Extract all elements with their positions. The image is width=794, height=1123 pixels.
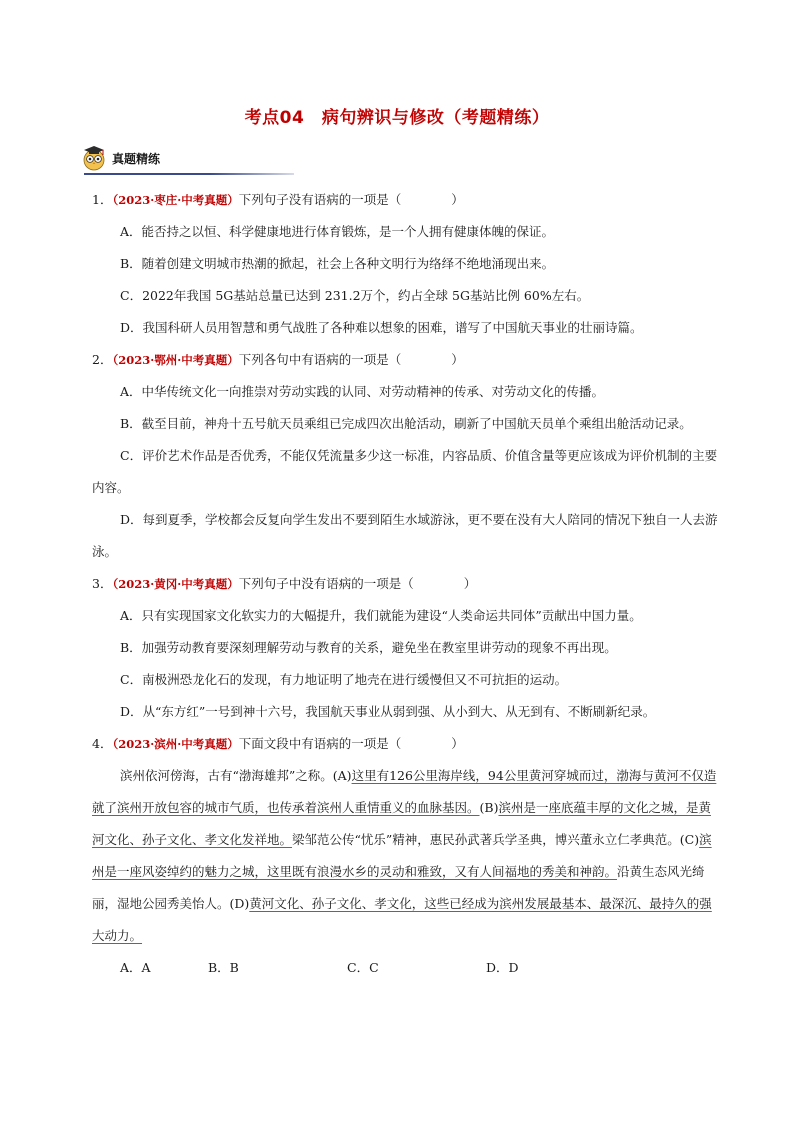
passage-sentence-a: 这里有126公里海岸线，94公里黄河穿城而过，渤海与黄河不仅造就了滨州开放包容的城市气质，也传承着滨州人重情重义的血脉基因。 — [92, 768, 717, 815]
passage-text: (B) — [479, 800, 499, 815]
section-label: 真题精练 — [112, 152, 161, 166]
question-stem: 下列句子没有语病的一项是（ ） — [238, 192, 464, 207]
option-a: A．A — [120, 960, 151, 975]
option-b: B．截至目前，神舟十五号航天员乘组已完成四次出舱活动，刷新了中国航天员单个乘组出舱活动记录。 — [120, 416, 692, 431]
question-2 — [92, 344, 722, 376]
owl-scholar-icon — [80, 144, 108, 172]
question-1 — [92, 184, 722, 216]
option-c: C．评价艺术作品是否优秀，不能仅凭流量多少这一标准，内容品质、价值含量等更应该成为评价机制的主要内容。 — [92, 448, 718, 495]
answer-options — [92, 952, 722, 984]
question-4 — [92, 728, 722, 760]
passage-sentence-d: 黄河文化、孙子文化、孝文化，这些已经成为滨州发展最基本、最深沉、最持久的强大动力。 — [92, 896, 712, 943]
passage-sentence-c: 滨州是一座风姿绰约的魅力之城，这里既有浪漫水乡的灵动和雅致，又有人间福地的秀美和神韵。 — [92, 832, 712, 879]
question-source: （2023·滨州·中考真题） — [112, 737, 239, 751]
passage-text: 沿黄生态风光绮丽，湿地公园秀美怡人。(D) — [92, 864, 705, 911]
option-d: D．D — [486, 960, 519, 975]
question-number: 4． — [92, 736, 113, 751]
passage — [92, 760, 722, 952]
question-3 — [92, 568, 722, 600]
title-sub: （考题精练） — [444, 108, 550, 128]
option-a: A．中华传统文化一向推崇对劳动实践的认同、对劳动精神的传承、对劳动文化的传播。 — [120, 384, 605, 399]
option-d: D．每到夏季，学校都会反复向学生发出不要到陌生水域游泳，更不要在没有大人陪同的情况下独自一人去游泳。 — [92, 512, 718, 559]
question-source: （2023·枣庄·中考真题） — [112, 193, 239, 207]
passage-text: 滨州依河傍海，古有“渤海雄邦”之称。(A) — [120, 768, 352, 783]
passage-text: 梁邹范公传“忧乐”精神，惠民孙武著兵学圣典，博兴董永立仁孝典范。(C) — [292, 832, 700, 847]
question-stem: 下面文段中有语病的一项是（ ） — [238, 736, 464, 751]
option-b: B．随着创建文明城市热潮的掀起，社会上各种文明行为络绎不绝地涌现出来。 — [120, 256, 555, 271]
section-header — [80, 143, 214, 175]
option-c: C．2022年我国 5G基站总量已达到 231.2万个，约占全球 5G基站比例 60%左右。 — [120, 288, 590, 303]
question-number: 3． — [92, 576, 113, 591]
question-list — [92, 184, 722, 984]
question-stem: 下列句子中没有语病的一项是（ ） — [238, 576, 477, 591]
question-number: 1． — [92, 192, 113, 207]
passage-sentence-b: 滨州是一座底蕴丰厚的文化之城，是黄河文化、孙子文化、孝文化发祥地。 — [92, 800, 711, 847]
option-b: B．加强劳动教育要深刻理解劳动与教育的关系，避免坐在教室里讲劳动的现象不再出现。 — [120, 640, 617, 655]
option-d: D．从“东方红”一号到神十六号，我国航天事业从弱到强、从小到大、从无到有、不断刷新纪录。 — [120, 704, 656, 719]
option-d: D．我国科研人员用智慧和勇气战胜了各种难以想象的困难，谱写了中国航天事业的壮丽诗篇。 — [120, 320, 643, 335]
question-number: 2． — [92, 352, 113, 367]
question-source: （2023·黄冈·中考真题） — [112, 577, 239, 591]
title-main: 考点04 病句辨识与修改 — [244, 108, 445, 128]
section-divider — [84, 173, 294, 175]
option-b: B．B — [208, 960, 239, 975]
option-c: C．C — [347, 960, 379, 975]
question-source: （2023·鄂州·中考真题） — [112, 353, 239, 367]
question-stem: 下列各句中有语病的一项是（ ） — [238, 352, 464, 367]
option-c: C．南极洲恐龙化石的发现，有力地证明了地壳在进行缓慢但又不可抗拒的运动。 — [120, 672, 568, 687]
page-title — [0, 103, 794, 128]
option-a: A．能否持之以恒、科学健康地进行体育锻炼，是一个人拥有健康体魄的保证。 — [120, 224, 555, 239]
option-a: A．只有实现国家文化软实力的大幅提升，我们就能为建设“人类命运共同体”贡献出中国力量。 — [120, 608, 642, 623]
